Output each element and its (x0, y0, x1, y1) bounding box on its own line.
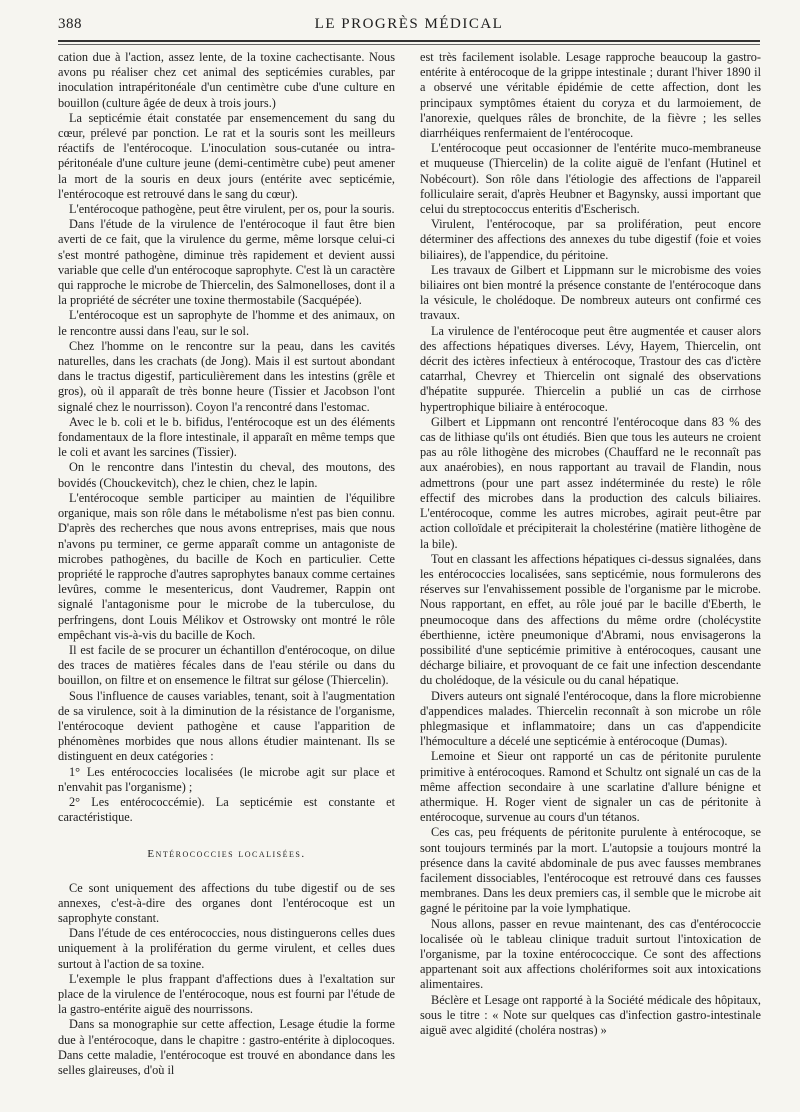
paragraph: La septicémie était constatée par ensemencement du sang du cœur, prélevé par ponction. Le rat et la souris sont les meilleurs réactifs de l'entérocoque. L'inoculation sous-cutanée ou intra-péritonéale d'une culture jeune (demi-centimètre cube) peut amener la mort de la souris en deux jours (entérite avec septicémie, l'entérocoque est retrouvé dans le sang du cœur). (58, 110, 395, 201)
paragraph: Nous allons, passer en revue maintenant, des cas d'entérococcie localisée où le tableau clinique traduit surtout l'intoxication de l'organisme, par la toxine entérococcique. Ce sont des affections appartenant soit aux affections cholériformes soit aux intoxications alimentaires. (420, 916, 761, 992)
left-column (58, 50, 395, 1105)
paragraph: Dans l'étude de ces entérococcies, nous distinguerons celles dues uniquement à la prolifération du germe virulent, et celles dues surtout à l'action de sa toxine. (58, 926, 395, 971)
paragraph: Virulent, l'entérocoque, par sa prolifération, peut encore déterminer des affections des annexes du tube digestif (foie et voies biliaires), de l'appendice, du péritoine. (420, 217, 761, 262)
section-heading: Entérococcies localisées. (147, 848, 306, 861)
paragraph: Ce sont uniquement des affections du tube digestif ou de ses annexes, c'est-à-dire des organes dont l'entérocoque est un saprophyte constant. (58, 880, 395, 925)
paragraph: Lemoine et Sieur ont rapporté un cas de péritonite purulente primitive à entérocoques. Ramond et Schultz ont signalé un cas de la même affection secondaire à une scarlatine d'allure bénigne et athermique. H. Roger vient de signaler un cas de péritonite à entérocoque, survenue au cours d'un tétanos. (420, 749, 761, 825)
paragraph: Divers auteurs ont signalé l'entérocoque, dans la flore microbienne d'appendices malades. Thiercelin reconnaît à son microbe un rôle phlegmasique et inflammatoire; dans un cas d'appendicite l'hémoculture a décelé une septicémie à entérocoque (Dumas). (420, 688, 761, 749)
paragraph: L'entérocoque est un saprophyte de l'homme et des animaux, on le rencontre aussi dans l'eau, sur le sol. (58, 308, 395, 338)
paragraph: Avec le b. coli et le b. bifidus, l'entérocoque est un des éléments fondamentaux de la flore intestinale, il apparaît en même temps que le coli et avant les sarcines (Tissier). (58, 414, 395, 460)
paragraph: On le rencontre dans l'intestin du cheval, des moutons, des bovidés (Chouckevitch), chez le chien, chez le lapin. (58, 460, 395, 490)
running-title: LE PROGRÈS MÉDICAL (314, 16, 504, 32)
paragraph: L'entérocoque peut occasionner de l'entérite muco-membraneuse et muqueuse (Thiercelin) de la colite aiguë de l'enfant (Hutinel et Nobécourt). Son rôle dans l'étiologie des affections de l'appareil folliculaire serait, d'après Heubner et Bagynsky, aussi important que celui du streptococcus enteritis d'Escherisch. (420, 141, 761, 217)
paragraph: cation due à l'action, assez lente, de la toxine cachectisante. Nous avons pu réaliser chez cet animal des septicémies curables, par inoculation intrapéritonéale d'un centimètre cube d'une culture en bouillon (culture âgée de deux à trois jours.) (58, 50, 395, 110)
paragraph: Il est facile de se procurer un échantillon d'entérocoque, on dilue des traces de matières fécales dans de l'eau stérile ou dans du bouillon, on filtre et on ensemence le filtrat sur gélose (Thiercelin). (58, 642, 395, 688)
paragraph: L'entérocoque pathogène, peut être virulent, per os, pour la souris. (69, 202, 395, 217)
paragraph: Dans sa monographie sur cette affection, Lesage étudie la forme due à l'entérocoque, dans le chapitre : gastro-entérite à diplocoques. Dans cette maladie, l'entérocoque est trouvé en abondance dans les selles glaireuses, d'où il (58, 1017, 395, 1077)
paragraph: 2° Les entérococcémie). La septicémie est constante et caractéristique. (58, 794, 395, 825)
page-header (58, 14, 760, 42)
paragraph: Dans l'étude de la virulence de l'entérocoque il faut être bien averti de ce fait, que la virulence du germe, même lorsque celui-ci s'est montré pathogène, diminue très rapidement et devient aussi variable que celle d'un entérocoque saprophyte. C'est là un caractère qui rapproche le microbe de Thiercelin, des Salmonelloses, dont il a la propriété de sécréter une toxine thermostabile (Sacquépée). (58, 217, 395, 308)
paragraph: Béclère et Lesage ont rapporté à la Société médicale des hôpitaux, sous le titre : « Note sur quelques cas d'infection gastro-intestinale aiguë avec algidité (choléra nostras) » (420, 992, 761, 1037)
paragraph: Sous l'influence de causes variables, tenant, soit à l'augmentation de sa virulence, soit à la diminution de la résistance de l'organisme, l'entérocoque devient pathogène et cause l'apparition de phénomènes morbides que nous allons étudier maintenant. Ils se distinguent en deux catégories : (58, 688, 395, 764)
paragraph: Gilbert et Lippmann ont rencontré l'entérocoque dans 83 % des cas de lithiase qu'ils ont étudiés. Bien que tous les auteurs ne croient pas au rôle lithogène des microbes (Chauffard ne le reconnaît pas aux anaérobies), en nous rapportant au travail de Flandin, nous admettrons (pour une part assez indéterminée du reste) le rôle effectif des microbes dans la production des calculs biliaires. L'entérocoque, comme les autres microbes, agirait peut-être par action colloïdale et précipiterait la cholestérine (matière lithogène de la bile). (420, 414, 761, 551)
paragraph: est très facilement isolable. Lesage rapproche beaucoup la gastro-entérite à entérocoque de la grippe intestinale ; durant l'hiver 1890 il a observé une véritable épidémie de cette affection, dont les principaux symptômes étaient du coryza et du larmoiement, de l'anorexie, quelques râles de bronchite, de la fièvre ; les selles diarrhéiques renfermaient de l'entérocoque. (420, 50, 761, 141)
paragraph: L'exemple le plus frappant d'affections dues à l'exaltation sur place de la virulence de l'entérocoque, nous est fourni par l'étude de la gastro-entérite aiguë des nourrissons. (58, 971, 395, 1017)
paragraph: Les travaux de Gilbert et Lippmann sur le microbisme des voies biliaires ont bien montré la présence constante de l'entérocoque dans la vésicule, le cholédoque. De nombreux auteurs ont confirmé ces travaux. (420, 262, 761, 323)
paragraph: Tout en classant les affections hépatiques ci-dessus signalées, dans les entérococcies localisées, sans septicémie, nous formulerons des réserves sur l'envahissement possible de l'organisme par le microbe. Nous rapportant, en effet, au rôle joué par le bacille d'Eberth, le pneumocoque dans des affections du même ordre (cholécystite éberthienne, ictère pneumonique d'Abrami, nous envisagerons la possibilité d'une septicémie primitive à entérocoques, causant une décharge biliaire, et provoquant de ce fait une infection descendante du cholédoque, de la vésicule ou du canal hépatique. (420, 551, 761, 688)
page-number: 388 (58, 16, 82, 32)
paragraph: La virulence de l'entérocoque peut être augmentée et causer alors des affections hépatiques diverses. Lévy, Hayem, Thiercelin, ont décrit des ictères infectieux à entérocoque, Trastour des cas d'ictère catarrhal, Chevrey et Thiercelin ont signalé des observations d'hépatite suppurée. Thiercelin a publié un cas de cirrhose hypertrophique biliaire à entérocoque. (420, 323, 761, 414)
paragraph: Ces cas, peu fréquents de péritonite purulente à entérocoque, se sont toujours terminés par la mort. L'autopsie a toujours montré la présence dans la cavité abdominale de pus avec fausses membranes facilement dissociables, l'entérocoque est retrouvé dans ces fausses membranes. Dans les deux premiers cas, il semble que le microbe ait gagné le péritoine par la voie lymphatique. (420, 825, 761, 916)
right-column (420, 50, 761, 1105)
header-rule (58, 44, 760, 45)
paragraph: Chez l'homme on le rencontre sur la peau, dans les cavités naturelles, dans les crachats (de Jong). Mais il est surtout abondant dans le tractus digestif, particulièrement dans les intestins (grêle et gros), où il apparaît de très bonne heure (Tissier et Jacobson l'ont signalé chez le nourrisson). Coyon l'a rencontré dans l'estomac. (58, 338, 395, 414)
paragraph: L'entérocoque semble participer au maintien de l'équilibre organique, mais son rôle dans le métabolisme n'est pas bien connu. D'après des recherches que nous avons entreprises, mais que nous n'avons pu terminer, ce germe apparaît comme un antagoniste de microbes pathogènes, du bacille de Koch en particulier. Cette propriété le rapproche d'autres saprophytes banaux comme certaines levûres, comme le mesentericus, dont Vaudremer, Rappin ont signalé l'antagonisme pour le microbe de la tuberculose, du perfringens, dont Louis Mélikov et Ostrowsky ont montré le rôle empêchant vis-à-vis du bacille de Koch. (58, 490, 395, 642)
paragraph: 1° Les entérococcies localisées (le microbe agit sur place et n'envahit pas l'organisme) ; (58, 764, 395, 794)
